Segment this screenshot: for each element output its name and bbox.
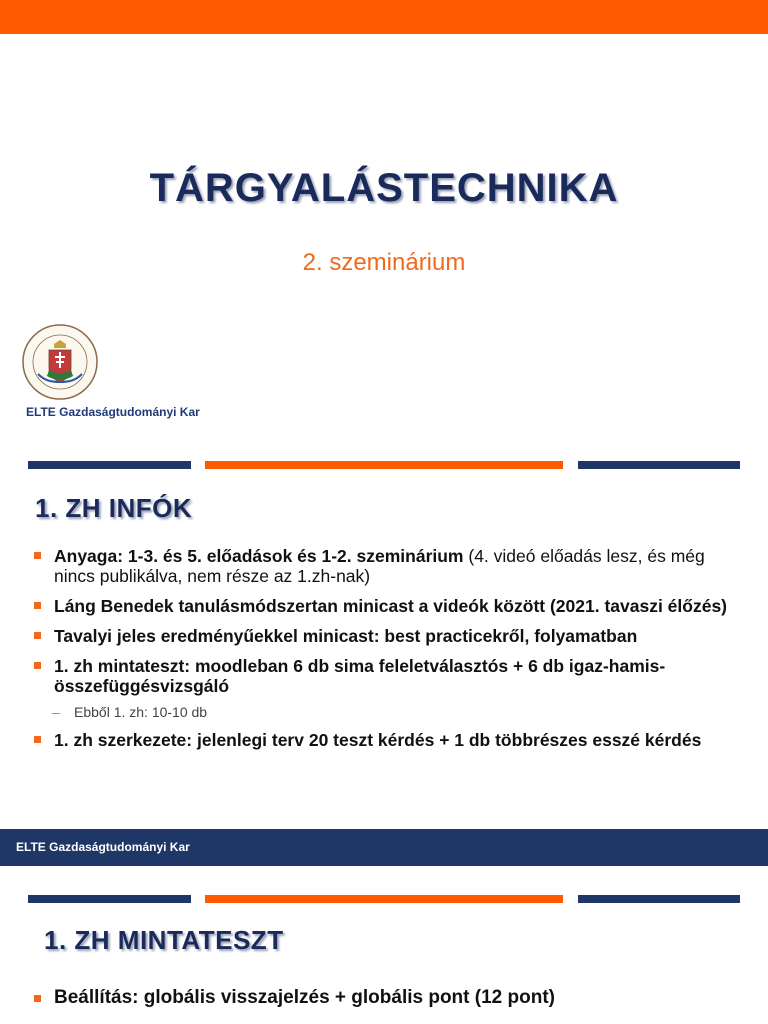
divider-center-2 — [205, 895, 563, 903]
bullet-bold-text: 1. zh szerkezete: jelenlegi terv 20 teszt kérdés + 1 db többrészes esszé kérdés — [54, 730, 702, 750]
bullet-bold-text: Láng Benedek tanulásmódszertan minicast a videók között (2021. tavaszi élőzés) — [54, 596, 727, 616]
footer-bar — [0, 829, 768, 866]
bullet-square-icon — [34, 632, 41, 639]
bullet-bold-text: Beállítás: globális visszajelzés + globális pont (12 pont) — [54, 987, 555, 1008]
bullet-square-icon — [34, 995, 41, 1002]
university-seal-logo — [22, 324, 98, 400]
divider-right-2 — [578, 895, 740, 903]
divider-left — [28, 461, 191, 469]
bullet-item — [34, 596, 734, 616]
bullet-item — [34, 626, 734, 646]
bullet-square-icon — [34, 736, 41, 743]
sub-bullet-item — [34, 702, 734, 722]
bullet-normal-text: (4. videó előadás lesz, és még nincs publikálva, nem része az 1.zh-nak) — [54, 546, 705, 586]
zh-info-bullet-list — [34, 546, 734, 760]
mintateszt-bullet-list — [34, 988, 734, 1018]
sub-bullet-text: Ebből 1. zh: 10-10 db — [74, 704, 208, 720]
bullet-bold-text: Tavalyi jeles eredményűekkel minicast: best practicekről, folyamatban — [54, 626, 638, 646]
slide-subtitle: 2. szeminárium — [302, 249, 466, 276]
bullet-bold-text: Anyaga: 1-3. és 5. előadások és 1-2. szeminárium — [54, 546, 464, 566]
slide-title: TÁRGYALÁSTECHNIKA — [149, 166, 619, 210]
bullet-item — [34, 656, 734, 696]
bullet-bold-text: 1. zh mintateszt: moodleban 6 db sima feleletválasztós + 6 db igaz-hamis-összefüggésvizsgáló — [54, 656, 666, 696]
divider-center — [205, 461, 563, 469]
bullet-square-icon — [34, 602, 41, 609]
bullet-item — [34, 546, 734, 586]
top-orange-bar — [0, 0, 768, 34]
section-heading-zh-info: 1. ZH INFÓK — [35, 493, 193, 523]
bullet-item — [34, 988, 734, 1008]
dash-icon: – — [52, 704, 60, 720]
divider-right — [578, 461, 740, 469]
bullet-item — [34, 730, 734, 750]
footer-org-label: ELTE Gazdaságtudományi Kar — [16, 840, 190, 854]
bullet-square-icon — [34, 552, 41, 559]
section-heading-mintateszt: 1. ZH MINTATESZT — [44, 925, 284, 955]
bullet-square-icon — [34, 662, 41, 669]
divider-left-2 — [28, 895, 191, 903]
org-label: ELTE Gazdaságtudományi Kar — [26, 405, 200, 419]
